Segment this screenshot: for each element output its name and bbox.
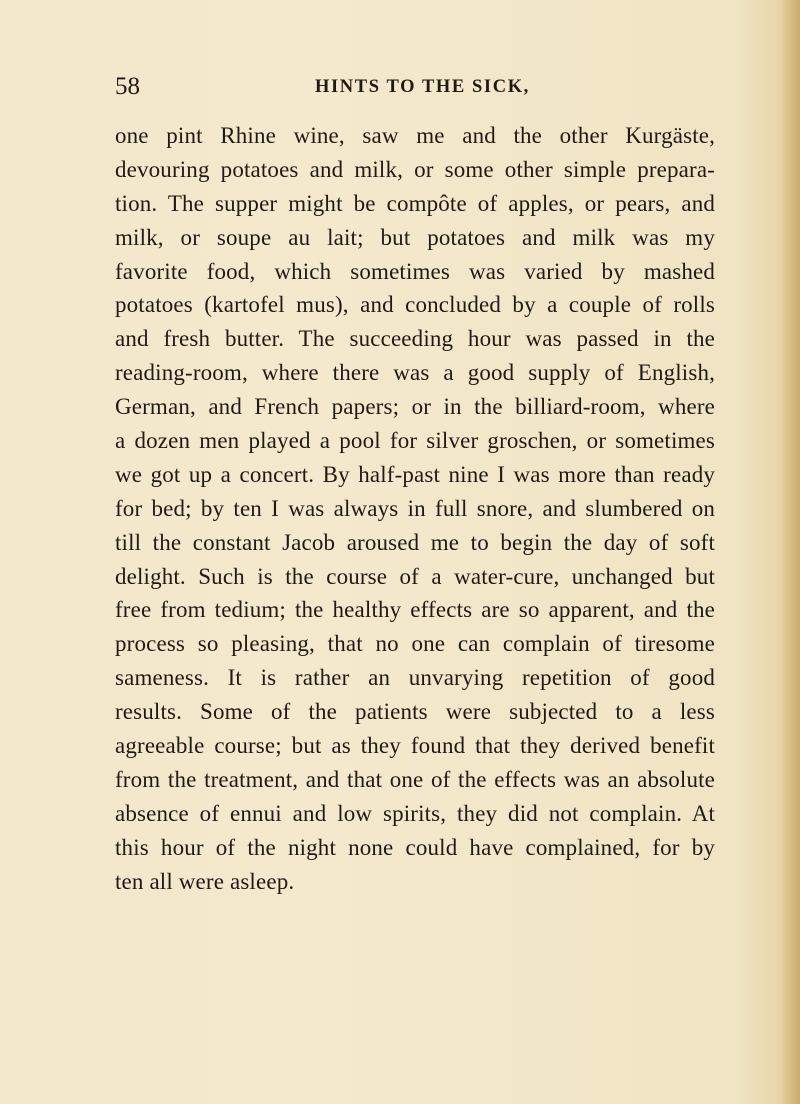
text-line: results. Some of the patients were subjected to a less <box>115 699 715 725</box>
text-line: from the treatment, and that one of the effects was an absolute <box>115 766 715 792</box>
text-line: and fresh butter. The succeeding hour was passed in the <box>115 326 715 352</box>
text-line: absence of ennui and low spirits, they did not complain. At <box>115 800 715 826</box>
page-number: 58 <box>115 73 140 100</box>
text-line: German, and French papers; or in the billiard-room, where <box>115 394 715 420</box>
text-line: agreeable course; but as they found that they derived benefit <box>115 733 715 759</box>
text-line: delight. Such is the course of a water-cure, unchanged but <box>115 563 715 589</box>
running-head <box>115 70 715 104</box>
text-line: tion. The supper might be compôte of apples, or pears, and <box>115 190 715 216</box>
text-line: milk, or soupe au lait; but potatoes and milk was my <box>115 224 715 250</box>
text-line: one pint Rhine wine, saw me and the other Kurgäste, <box>115 123 715 148</box>
text-line: sameness. It is rather an unvarying repetition of good <box>115 665 715 691</box>
text-line: process so pleasing, that no one can complain of tiresome <box>115 631 715 657</box>
text-line: this hour of the night none could have complained, for by <box>115 834 715 860</box>
running-title: HINTS TO THE SICK, <box>315 77 530 97</box>
text-line: for bed; by ten I was always in full snore, and slumbered on <box>115 495 715 521</box>
text-line: potatoes (kartofel mus), and concluded by a couple of rolls <box>115 292 715 318</box>
page-edge-shadow <box>782 0 800 1104</box>
text-line: a dozen men played a pool for silver groschen, or sometimes <box>115 428 715 454</box>
text-line: till the constant Jacob aroused me to begin the day of soft <box>115 529 715 555</box>
text-line: favorite food, which sometimes was varied by mashed <box>115 258 715 284</box>
text-line: reading-room, where there was a good supply of English, <box>115 360 715 386</box>
body-text <box>115 119 715 898</box>
text-line: we got up a concert. By half-past nine I was more than ready <box>115 461 715 487</box>
text-line: devouring potatoes and milk, or some other simple prepara- <box>115 156 715 182</box>
text-line: free from tedium; the healthy effects are so apparent, and the <box>115 597 715 623</box>
text-line: ten all were asleep. <box>115 868 295 894</box>
